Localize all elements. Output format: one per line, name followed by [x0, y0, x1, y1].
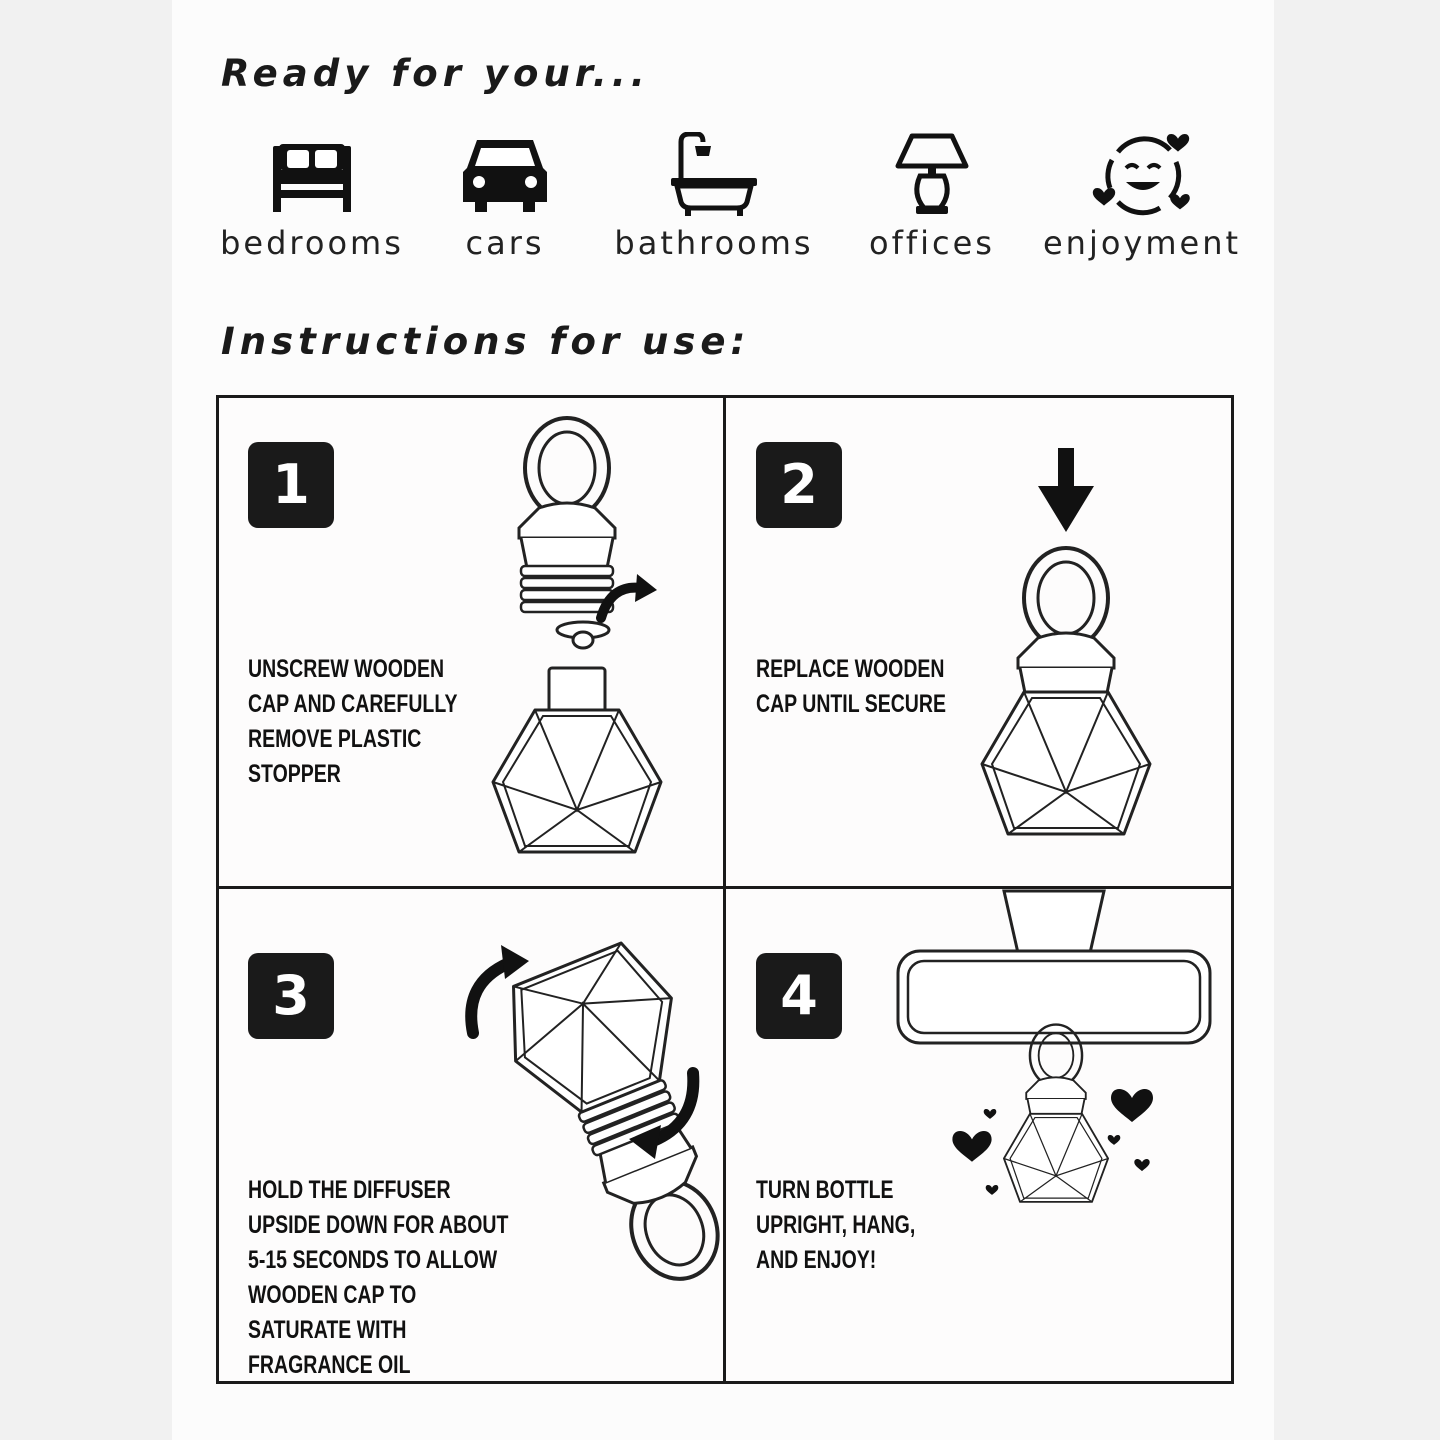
use-label: offices	[869, 224, 995, 262]
ready-heading: Ready for your...	[221, 52, 650, 95]
use-item-bathrooms	[614, 132, 814, 272]
replace-cap-illustration	[976, 448, 1196, 848]
step-number-badge: 2	[756, 442, 842, 528]
unscrew-cap-illustration	[481, 418, 721, 858]
step-panel-1	[216, 395, 726, 889]
mirror-mount	[1004, 891, 1104, 953]
bathtub-icon	[669, 132, 759, 216]
use-label: cars	[465, 224, 545, 262]
car-icon	[459, 132, 551, 214]
step-number-badge: 1	[248, 442, 334, 528]
lamp-icon	[892, 132, 972, 216]
upside-down-illustration	[457, 913, 721, 1193]
use-label: bathrooms	[614, 224, 814, 262]
step-text: UNSCREW WOODEN CAP AND CAREFULLY REMOVE PLASTIC STOPPER	[248, 655, 458, 788]
use-label: bedrooms	[220, 224, 404, 262]
step-text: HOLD THE DIFFUSER UPSIDE DOWN FOR ABOUT 5-15 SECONDS TO ALLOW WOODEN CAP TO SATURATE WITH FRAGRANCE OIL	[248, 1176, 509, 1379]
use-item-cars	[405, 132, 605, 272]
use-label: enjoyment	[1042, 224, 1242, 262]
use-item-enjoyment	[1042, 132, 1242, 272]
step-text: REPLACE WOODEN CAP UNTIL SECURE	[756, 655, 946, 718]
rearview-mirror-icon	[898, 951, 1210, 1043]
step-number-badge: 4	[756, 953, 842, 1039]
instructions-heading: Instructions for use:	[221, 320, 751, 363]
use-item-bedrooms	[212, 132, 412, 272]
step-panel-4	[723, 886, 1234, 1384]
bed-icon	[267, 132, 357, 212]
step-text: TURN BOTTLE UPRIGHT, HANG, AND ENJOY!	[756, 1176, 916, 1274]
down-arrow-icon	[1038, 486, 1094, 532]
step-panel-2	[723, 395, 1234, 889]
hanging-bottle-illustration	[894, 889, 1224, 1209]
use-item-offices	[832, 132, 1032, 272]
step-panel-3	[216, 886, 726, 1384]
smiley-hearts-icon	[1092, 132, 1192, 216]
step-number-badge: 3	[248, 953, 334, 1039]
